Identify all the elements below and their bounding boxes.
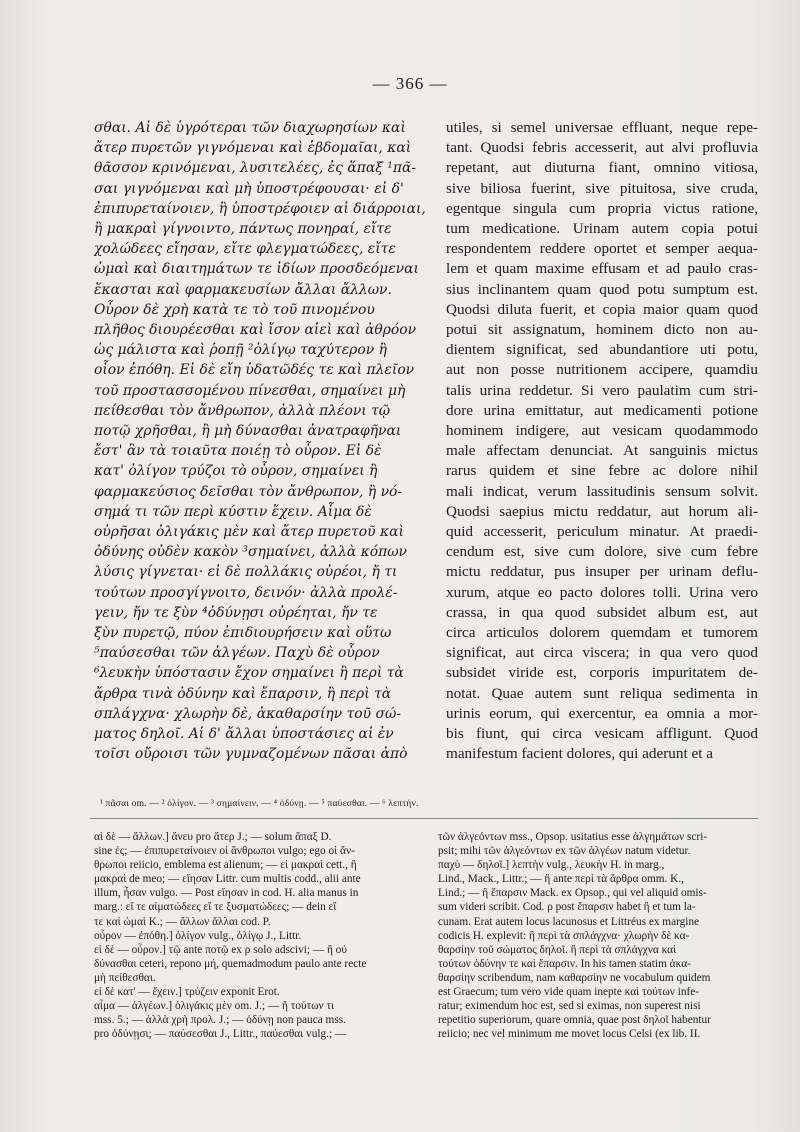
- note-line: ratur; eximendum hoc est, sed si eximas, non superest nisi: [438, 1000, 701, 1013]
- greek-text-line: θᾶσσον κρινόμεναι, λυσιτελέες, ἐς ἅπαξ ¹πᾶ-: [94, 160, 417, 177]
- footnote-variants: ¹ πᾶσαι om. — ² ὀλίγον. — ³ σημαίνειν. — ⁴ ὀδύνῃ. — ⁵ παύεσθαι. — ⁶ λεπτήν.: [100, 799, 419, 809]
- latin-text-column: [446, 118, 758, 765]
- latin-text-line: hominem indigere, aut vesicam quodammodo: [446, 422, 758, 440]
- greek-text-line: γειν, ἤν τε ξὺν ⁴ὀδύνῃσι οὐρέηται, ἤν τε: [94, 604, 378, 621]
- latin-text-line: rarus quidem et sine febre ac dolore nihil: [446, 462, 758, 480]
- latin-text-line: crassa, in qua quod subsidet album est, aut: [446, 603, 758, 621]
- greek-text-line: ἄτερ πυρετῶν γιγνόμεναι καὶ ἑβδομαῖαι, καὶ: [94, 140, 412, 157]
- latin-text-line: circa articulos dolorem quemdam et tumorem: [446, 624, 758, 642]
- greek-text-line: σαι γιγνόμεναι καὶ μὴ ὑποστρέφουσαι· εἰ δ': [94, 180, 404, 197]
- greek-text-line: ξὺν πυρετῷ, πύον ἐπιδιουρήσειν καὶ οὕτω: [94, 625, 392, 642]
- latin-text-line: mictu reddatur, pus insuper per urinam deflu-: [446, 563, 758, 581]
- note-line: εἰ δὲ κατ' — ἔχειν.] τρύζειν exponit Erot.: [94, 986, 280, 999]
- note-line: μακραὶ de meo; — εἴησαν Littr. cum multis codd., alii ante: [94, 873, 361, 886]
- greek-text-line: κατ' ὀλίγον τρύζοι τὸ οὖρον, σημαίνει ἢ: [94, 463, 378, 480]
- latin-text-line: tum medicatione. Urinam autem copia potui: [446, 220, 758, 238]
- latin-text-line: potui sit assignatum, hominem dicto non au-: [446, 321, 758, 339]
- latin-text-line: xurum, atque eo pacto dolores tolli. Urina vero: [446, 583, 758, 601]
- note-line: οὖρον — ἐπόθη.] ὀλίγον vulg., ὀλίγῳ J., Littr.: [94, 929, 302, 942]
- greek-text-line: πλῆθος διουρέεσθαι καὶ ἴσον αἰεὶ καὶ ἀθρόον: [94, 322, 417, 339]
- note-line: μὴ πείθεσθαι.: [94, 971, 156, 984]
- latin-text-line: respondentem reddere oportet et semper aequa-: [446, 240, 758, 258]
- page-number: — 366 —: [372, 74, 448, 93]
- greek-text-line: ποτῷ χρῆσθαι, ἢ μὴ δύνασθαι ἀνατραφῆναι: [94, 423, 402, 440]
- note-line: repetitio superiorum, quare omnia, quae post δηλοῖ habentur: [438, 1014, 711, 1027]
- greek-text-line: ὀδύνης οὐδὲν κακὸν ³σημαίνει, ἀλλὰ κόπων: [94, 544, 407, 561]
- greek-text-line: Οὖρον δὲ χρὴ κατὰ τε τὸ τοῦ πινομένου: [94, 301, 375, 318]
- greek-text-line: ἢ μακραὶ γίγνοιντο, πάντως πονηραί, εἴτε: [94, 221, 392, 238]
- note-line: sum videri scribit. Cod. ρ post ἔπαρσιν habet ἢ et tum la-: [438, 901, 696, 914]
- greek-text-line: οὐρῆσαι ὀλιγάκις μὲν καὶ ἄτερ πυρετοῦ καὶ: [94, 524, 404, 541]
- greek-text-column: [94, 118, 432, 765]
- latin-text-line: dore urina emittatur, aut medicamenti potione: [446, 401, 758, 419]
- note-line: mss. 5.; — ἀλλὰ χρὴ προλ. J.; — ὀδύνῃ non pauca mss.: [94, 1014, 346, 1027]
- note-line: τε καὶ ὠμαὶ K.; — ἄλλων ἄλλαι cod. P.: [94, 915, 271, 928]
- latin-text-line: bis fiunt, qui circa vesicam affligunt. Quod: [446, 725, 758, 743]
- greek-text-line: σπλάγχνα· χλωρὴν δὲ, ἀκαθαρσίην τοῦ σώ-: [94, 705, 402, 722]
- note-line: τῶν ἀλγεόντων mss., Opsop. usitatius esse ἀλγημάτων scri-: [438, 831, 708, 843]
- note-line: pro ὀδύνῃσι; — παύσεσθαι J., Littr., παύεσθαι vulg.; —: [94, 1028, 347, 1041]
- greek-text-line: ⁶λευκὴν ὑπόστασιν ἔχον σημαίνει ἢ περὶ τὰ: [94, 665, 404, 682]
- greek-text-line: πείθεσθαι τὸν ἄνθρωπον, ἀλλὰ πλέονι τῷ: [94, 402, 391, 419]
- note-line: marg.: εἴ τε αἱματώδεες εἴ τε ξυσματώδεες; — dein εἴ: [94, 901, 337, 914]
- critical-notes-left: [94, 830, 422, 1041]
- note-line: δύνασθαι ceteri, repono μή, quemadmodum paulo ante recte: [94, 957, 367, 970]
- greek-text-line: ⁵παύσεσθαι τῶν ἀλγέων. Παχὺ δὲ οὖρον: [94, 645, 380, 662]
- note-line: θαρσίην τοῦ σώματος δηλοῖ. ἢ περὶ τὰ σπλάγχνα καὶ: [438, 943, 677, 956]
- latin-text-line: urinis eorum, qui exercentur, ea omnia a mor-: [446, 704, 758, 722]
- greek-text-line: ἄρθρα τινὰ ὀδύνην καὶ ἔπαρσιν, ἢ περὶ τὰ: [94, 685, 392, 702]
- latin-text-line: repetant, aut diuturna fiant, omnino vitiosa,: [446, 159, 758, 177]
- note-line: θρωποι reiicio, emblema est alienum; — εἰ μακραὶ cett., ἢ: [94, 859, 357, 872]
- note-line: αἱ δὲ — ἄλλων.] ἄνευ pro ἄτερ J.; — solum ἅπαξ D.: [94, 831, 332, 843]
- latin-text-line: Quodsi saepius mictu reddatur, aut horum ali-: [446, 502, 758, 520]
- latin-text-line: quid accesserit, periculum minatur. At praedi-: [446, 523, 758, 541]
- latin-text-line: utiles, si semel universae effluant, neque repe-: [446, 119, 758, 136]
- note-line: θαρσίην scribendum, nam καθαρσίην ne vocabulum quidem: [438, 971, 711, 984]
- latin-text-line: tant. Quodsi febris accesserit, aut alvi profluvia: [446, 139, 758, 157]
- note-line: sine ἐς; — ἐπιπυρεταίνοιεν οἱ ἄνθρωποι vulgo; ego οἱ ἄν-: [94, 845, 355, 858]
- critical-notes-right: [438, 830, 758, 1041]
- greek-text-line: λύσις γίγνεται· εἰ δὲ πολλάκις οὐρέοι, ἤ τι: [94, 564, 398, 581]
- greek-text-line: ματος δηλοῖ. Αἱ δ' ἄλλαι ὑποστάσιες αἱ ἐν: [94, 726, 394, 743]
- note-line: παχὺ — δηλοῖ.] λεπτὴν vulg., λευκὴν H. in marg.,: [438, 859, 665, 872]
- latin-text-line: manifestum facient dolores, qui aderunt et a: [446, 745, 713, 763]
- latin-text-line: egentque singula cum propria victus ratione,: [446, 199, 758, 217]
- note-line: illum, ἦσαν vulgo. — Post εἴησαν in cod. H. alia manus in: [94, 887, 359, 900]
- greek-text-line: σημά τι τῶν περὶ κύστιν ἔχειν. Αἷμα δὲ: [94, 503, 372, 520]
- latin-text-line: lem et quam maxime effusam et ad paulo cras-: [446, 260, 758, 278]
- latin-text-line: sive biliosa fuerint, sive pituitosa, sive cruda,: [446, 179, 758, 197]
- note-line: Lind.; — ἢ ἔπαρσιν Mack. ex Opsop., qui vel aliquid omis-: [438, 887, 707, 900]
- latin-text-line: subsidet viride est, corporis impuritatem de-: [446, 664, 758, 682]
- note-line: αἷμα — ἀλγέων.] ὀλιγάκις μὲν om. J.; — ἤ τούτων τι: [94, 1000, 335, 1013]
- latin-text-line: dientem significat, sed abundantiore uti potu,: [446, 341, 758, 359]
- greek-text-line: ὡς μάλιστα καὶ ῥοπῇ ²ὀλίγῳ ταχύτερον ἢ: [94, 342, 387, 359]
- latin-text-line: notat. Quae autem sunt reliqua sedimenta in: [446, 684, 758, 702]
- latin-text-line: significat, aut circa viscera; in qua vero quod: [446, 644, 758, 662]
- greek-text-line: ὠμαὶ καὶ διαιτημάτων τε ἰδίων προσδεόμεναι: [94, 261, 419, 278]
- greek-text-line: οἷον ἐπόθη. Εἰ δὲ εἴη ὑδατῶδές τε καὶ πλεῖον: [94, 362, 415, 379]
- latin-text-line: mali indicat, verum lassitudinis sensum solvit.: [446, 482, 758, 500]
- note-line: Lind., Mack., Littr.; — ἢ ante περὶ τὰ ἄρθρα omm. K.,: [438, 873, 684, 886]
- note-line: εἰ δὲ — οὖρον.] τῷ ante ποτῷ ex ρ solo adscivi; — ἢ οὐ: [94, 943, 347, 956]
- greek-text-line: ἕκασται καὶ φαρμακευσίων ἄλλαι ἄλλων.: [94, 281, 392, 298]
- note-line: cunam. Erat autem locus lacunosus et Littréus ex margine: [438, 915, 700, 928]
- note-line: codicis H. explevit: ἢ περὶ τὰ σπλάγχνα· χλωρὴν δὲ κα-: [438, 929, 690, 942]
- greek-text-line: φαρμακεύσιος δεῖσθαι τὸν ἄνθρωπον, ἢ νό-: [94, 483, 403, 500]
- note-line: τούτων ὀδύνην τε καὶ ἔπαρσιν. In his tamen statim ἀκα-: [438, 957, 691, 970]
- greek-text-line: σθαι. Αἱ δὲ ὑγρότεραι τῶν διαχωρησίων καὶ: [94, 120, 406, 136]
- notes-divider: [90, 818, 758, 819]
- latin-text-line: male affectam denunciat. At sanguinis mictus: [446, 442, 758, 460]
- latin-text-line: sius inclinantem quam quod potu sumptum est.: [446, 280, 758, 298]
- latin-text-line: talis urina reddetur. Si vero paulatim cum stri-: [446, 381, 758, 399]
- greek-text-line: τοῦ προστασσομένου πίνεσθαι, σημαίνει μὴ: [94, 382, 406, 399]
- latin-text-line: Quodsi diluta fuerit, et copia maior quam quod: [446, 300, 758, 318]
- note-line: psit; mihi τῶν ἀλγεόντων ex τῶν ἀλγέων natum videtur.: [438, 845, 691, 858]
- latin-text-line: cendum est, sive cum dolore, sive cum febre: [446, 543, 758, 561]
- latin-text-line: aut non posse nutritionem accipere, quamdiu: [446, 361, 758, 379]
- greek-text-line: χολώδεες εἴησαν, εἴτε φλεγματώδεες, εἴτε: [94, 241, 396, 258]
- greek-text-line: τούτων προσγίγνοιτο, δεινόν· ἀλλὰ προλέ-: [94, 584, 398, 601]
- greek-text-line: ἔστ' ἂν τὰ τοιαῦτα ποιέῃ τὸ οὖρον. Εἰ δὲ: [94, 443, 382, 460]
- note-line: est Graecum; tum vero vide quam inepte καὶ τούτων infe-: [438, 986, 700, 999]
- greek-text-line: τοῖσι οὔροισι τῶν γυμναζομένων πᾶσαι ἀπὸ: [94, 746, 408, 763]
- greek-text-line: ἐπιπυρεταίνοιεν, ἢ ὑποστρέφοιεν αἱ διάρροιαι,: [94, 200, 426, 217]
- note-line: reiicio; nec vel minimum me movet locus Celsi (ex lib. II.: [438, 1028, 701, 1041]
